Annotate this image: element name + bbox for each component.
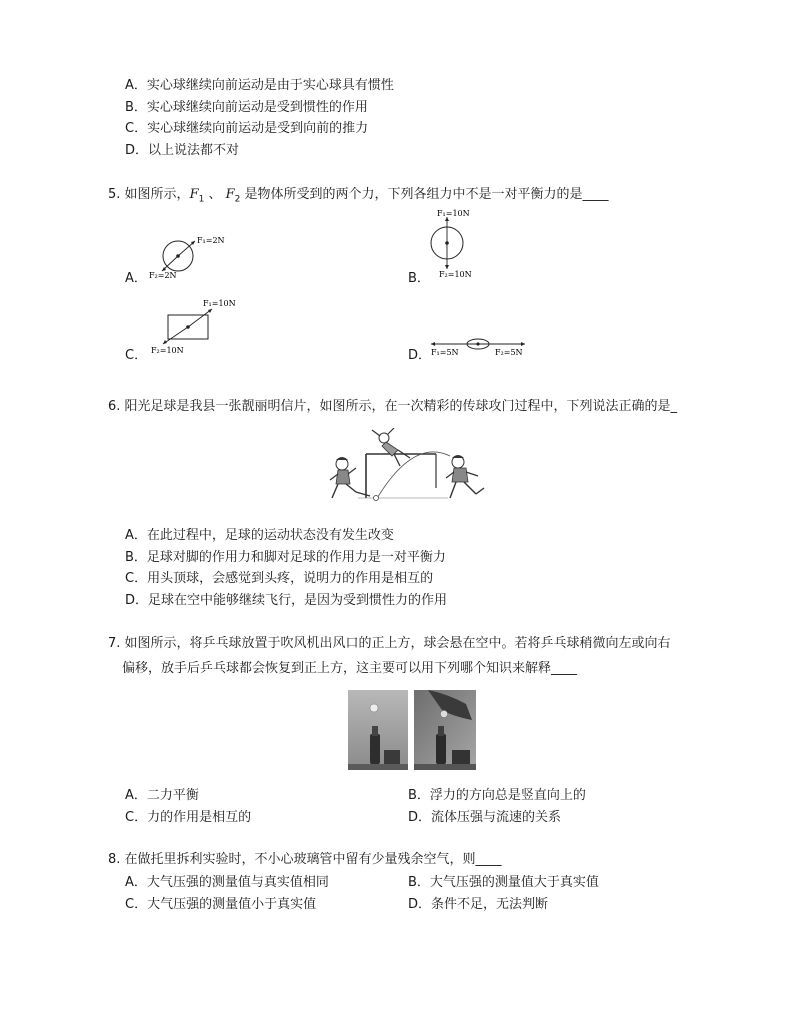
q8-option-b: B．大气压强的测量值大于真实值 <box>408 875 599 890</box>
q5-c-f1-label: F₁=10N <box>203 299 236 308</box>
q6-option-a: A．在此过程中，足球的运动状态没有发生改变 <box>125 528 394 543</box>
q5-stem <box>108 186 609 209</box>
q6-stem: 6. 阳光足球是我县一张靓丽明信片，如图所示，在一次精彩的传球攻门过程中，下列说法正确的是_ <box>108 399 678 414</box>
q4-option-c: C．实心球继续向前运动是受到向前的推力 <box>125 121 369 136</box>
q5-b-f2-label: F₂=10N <box>439 270 472 279</box>
q5-option-a-label: A． <box>125 271 147 286</box>
q5-stem-b: 是物体所受到的两个力，下列各组力中不是一对平衡力的是____ <box>244 187 609 202</box>
q4-option-a: A．实心球继续向前运动是由于实心球具有惯性 <box>125 78 394 93</box>
q8-option-c: C．大气压强的测量值小于真实值 <box>125 897 317 912</box>
q6-option-b: B．足球对脚的作用力和脚对足球的作用力是一对平衡力 <box>125 550 446 565</box>
q5-a-f1-label: F₁=2N <box>197 236 225 245</box>
q5-f1-sub: 1 <box>198 194 205 205</box>
q5-diagram-c <box>145 298 255 360</box>
q5-sep: 、 <box>208 187 222 202</box>
q5-b-f1-label: F₁=10N <box>437 209 470 218</box>
q8-option-a: A．大气压强的测量值与真实值相同 <box>125 875 329 890</box>
q7-stem-line2: 偏移，放手后乒乓球都会恢复到正上方，这主要可以用下列哪个知识来解释____ <box>122 661 578 676</box>
q7-option-a: A．二力平衡 <box>125 788 199 803</box>
q7-option-d: D．流体压强与流速的关系 <box>408 810 562 825</box>
q8-option-d: D．条件不足，无法判断 <box>408 897 549 912</box>
q5-stem-a: 如图所示， <box>124 187 190 202</box>
q5-f2: F <box>225 187 235 202</box>
q8-stem: 8. 在做托里拆利实验时，不小心玻璃管中留有少量残余空气，则____ <box>108 852 502 867</box>
q5-option-d-label: D． <box>408 348 432 363</box>
q5-diagram-a <box>145 225 235 285</box>
q4-option-b: B．实心球继续向前运动是受到惯性的作用 <box>125 100 368 115</box>
q5-f1: F <box>189 187 199 202</box>
q7-stem-line1: 7. 如图所示，将乒乓球放置于吹风机出风口的正上方，球会悬在空中。若将乒乓球稍微向左或向右 <box>108 636 671 651</box>
q7-option-c: C．力的作用是相互的 <box>125 810 252 825</box>
q6-soccer-illustration <box>328 428 488 510</box>
q7-photos <box>348 690 476 770</box>
q5-number: 5. <box>108 187 121 202</box>
q6-option-d: D．足球在空中能够继续飞行，是因为受到惯性力的作用 <box>125 593 448 608</box>
q5-diagram-b <box>425 205 495 280</box>
q5-option-b-label: B． <box>408 271 430 286</box>
q5-option-c-label: C． <box>125 348 148 363</box>
q5-f2-sub: 2 <box>234 194 241 205</box>
q5-c-f2-label: F₂=10N <box>151 346 184 355</box>
q7-option-b: B．浮力的方向总是竖直向上的 <box>408 788 586 803</box>
q4-option-d: D．以上说法都不对 <box>125 143 240 158</box>
q5-d-f1-label: F₁=5N <box>431 348 459 357</box>
q5-diagram-d <box>425 333 535 363</box>
q5-d-f2-label: F₂=5N <box>495 348 523 357</box>
q5-a-f2-label: F₂=2N <box>149 271 177 280</box>
q6-option-c: C．用头顶球，会感觉到头疼，说明力的作用是相互的 <box>125 571 434 586</box>
